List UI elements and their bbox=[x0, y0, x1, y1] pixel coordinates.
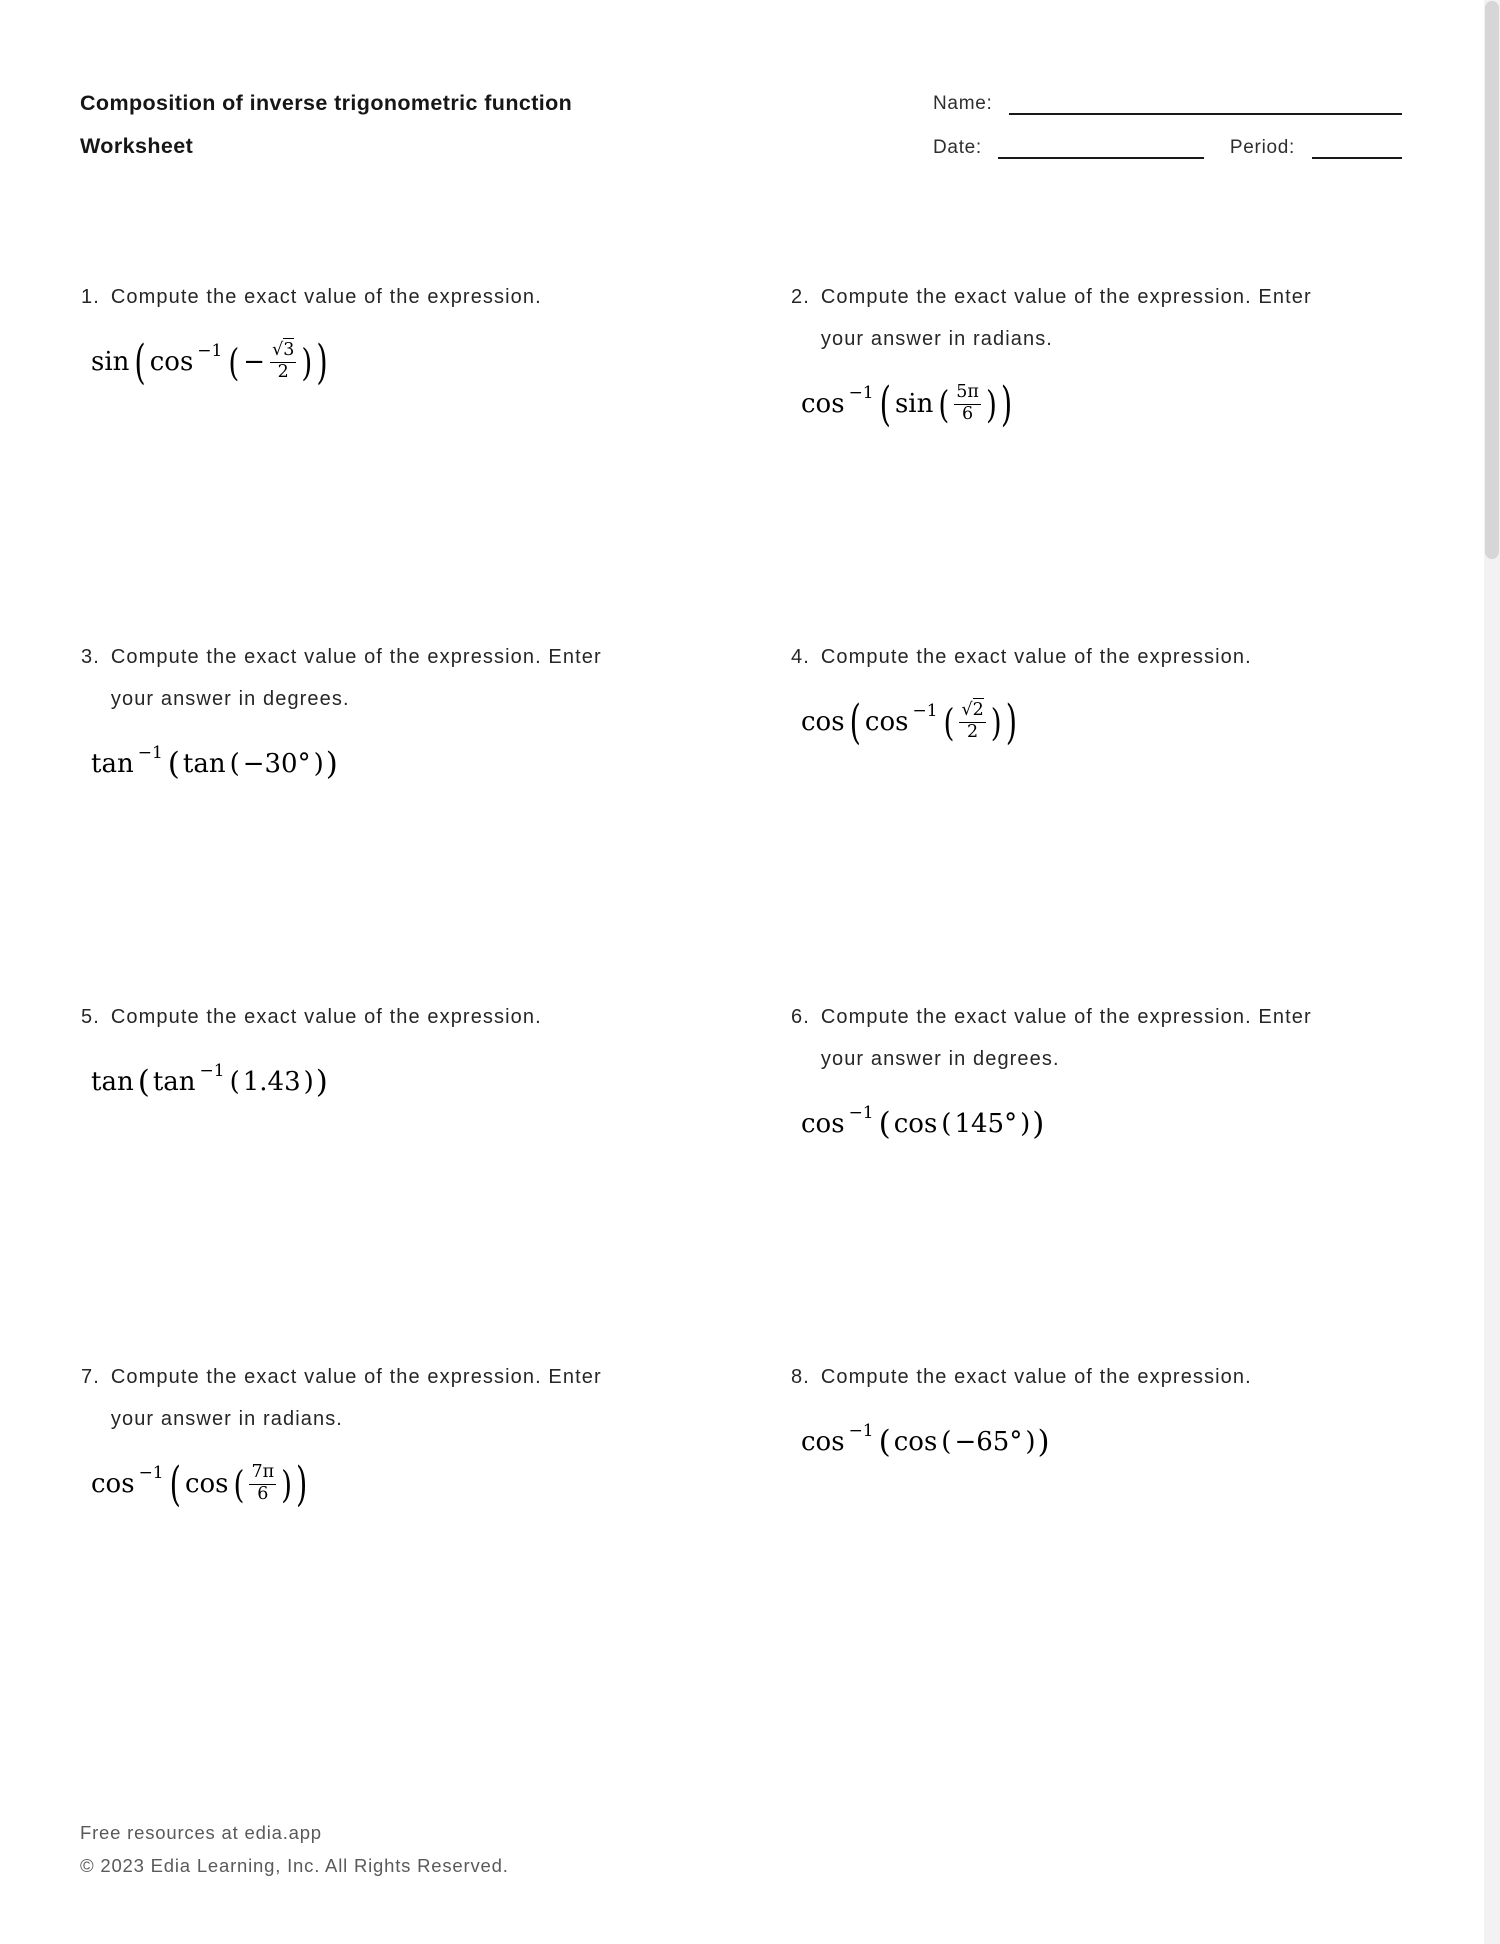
math-paren: ) bbox=[1032, 1106, 1045, 1142]
problem bbox=[66, 1356, 776, 1716]
math-paren: ( bbox=[938, 381, 950, 427]
math-function: cos bbox=[864, 707, 909, 737]
problem-statement-line: Compute the exact value of the expression. Enter bbox=[820, 1006, 1312, 1028]
math-fraction-denominator: 2 bbox=[959, 722, 985, 743]
name-row bbox=[933, 92, 1402, 115]
problem-number: 3. bbox=[81, 646, 100, 668]
problem-number: 1. bbox=[81, 286, 100, 308]
math-function: sin bbox=[91, 347, 130, 377]
math-superscript: −1 bbox=[848, 1103, 874, 1123]
problem bbox=[66, 636, 776, 996]
problem-statement-line: your answer in degrees. bbox=[110, 688, 350, 710]
problem-statement bbox=[791, 636, 1450, 678]
math-paren: ( bbox=[137, 1064, 150, 1100]
date-period-row bbox=[933, 136, 1402, 159]
math-paren: ( bbox=[229, 749, 240, 779]
problem-statement-line: Compute the exact value of the expression. bbox=[820, 1366, 1252, 1388]
problem-statement bbox=[81, 636, 776, 720]
math-function: sin bbox=[894, 389, 934, 419]
math-paren: ( bbox=[941, 1109, 952, 1139]
math-paren: ( bbox=[943, 699, 955, 745]
math-fraction bbox=[249, 1463, 276, 1504]
problem-statement bbox=[81, 996, 776, 1038]
math-superscript: −1 bbox=[138, 1463, 164, 1483]
problem-statement bbox=[791, 276, 1450, 360]
math-function: tan bbox=[91, 1067, 134, 1097]
math-paren: ( bbox=[167, 746, 180, 782]
page-title-line1: Composition of inverse trigonometric function bbox=[80, 91, 573, 115]
problem-statement-line: your answer in radians. bbox=[820, 328, 1053, 350]
period-label: Period: bbox=[1229, 137, 1296, 158]
math-expression bbox=[799, 373, 1450, 435]
problem-statement-lines bbox=[821, 276, 1450, 360]
math-fraction bbox=[270, 341, 296, 382]
math-text: − bbox=[243, 347, 266, 377]
math-paren: ) bbox=[315, 1064, 328, 1100]
math-text: −65° bbox=[954, 1427, 1023, 1457]
problem-number: 7. bbox=[81, 1366, 100, 1388]
problem-statement-line: your answer in degrees. bbox=[820, 1048, 1060, 1070]
math-paren: ( bbox=[169, 1456, 181, 1512]
page-title-line2: Worksheet bbox=[80, 134, 194, 158]
math-paren: ) bbox=[1020, 1109, 1031, 1139]
math-paren: ) bbox=[985, 381, 997, 427]
math-expression bbox=[799, 691, 1450, 753]
math-function: tan bbox=[182, 749, 226, 779]
problem-statement-line: your answer in radians. bbox=[110, 1408, 343, 1430]
name-label: Name: bbox=[933, 93, 993, 114]
math-fraction-numerator: 7π bbox=[251, 1462, 275, 1483]
problem-number: 2. bbox=[791, 286, 810, 308]
math-fraction-numerator bbox=[270, 341, 296, 362]
math-fraction-denominator: 6 bbox=[249, 1484, 276, 1505]
problem bbox=[66, 996, 776, 1356]
problem-statement-lines bbox=[821, 996, 1450, 1080]
problem-statement-lines bbox=[111, 1356, 776, 1440]
math-superscript: −1 bbox=[199, 1061, 225, 1081]
math-paren: ) bbox=[316, 334, 328, 390]
math-text: −30° bbox=[242, 749, 311, 779]
date-blank-line bbox=[998, 143, 1204, 159]
problem-statement-lines bbox=[111, 636, 776, 720]
footer-resources-text: Free resources at edia.app bbox=[80, 1822, 322, 1843]
problem-number: 8. bbox=[791, 1366, 810, 1388]
math-paren: ( bbox=[941, 1427, 952, 1457]
problem bbox=[776, 996, 1450, 1356]
problem-statement-line: Compute the exact value of the expression. bbox=[110, 1006, 542, 1028]
math-paren: ( bbox=[134, 334, 146, 390]
problem-number: 4. bbox=[791, 646, 810, 668]
math-paren: ) bbox=[301, 339, 313, 385]
date-label: Date: bbox=[933, 137, 982, 158]
math-function: cos bbox=[801, 389, 845, 419]
math-expression bbox=[89, 331, 776, 393]
problem-statement-line: Compute the exact value of the expression. Enter bbox=[820, 286, 1312, 308]
problem-statement bbox=[81, 1356, 776, 1440]
math-paren: ) bbox=[990, 699, 1002, 745]
math-paren: ( bbox=[229, 1067, 240, 1097]
math-paren: ) bbox=[303, 1067, 314, 1097]
math-fraction-denominator: 2 bbox=[270, 362, 296, 383]
math-text: 145° bbox=[954, 1109, 1018, 1139]
math-paren: ) bbox=[1037, 1424, 1050, 1460]
radical-icon: √ bbox=[961, 700, 973, 721]
math-function: cos bbox=[801, 707, 845, 737]
math-paren: ) bbox=[325, 746, 338, 782]
math-paren: ( bbox=[849, 694, 861, 750]
math-paren: ( bbox=[878, 1106, 891, 1142]
math-fraction-denominator: 6 bbox=[954, 404, 981, 425]
math-function: cos bbox=[893, 1109, 938, 1139]
math-paren: ) bbox=[1000, 376, 1013, 432]
math-function: cos bbox=[801, 1109, 845, 1139]
math-function: cos bbox=[184, 1469, 229, 1499]
problem-statement-lines bbox=[821, 1356, 1450, 1398]
scrollbar-track[interactable] bbox=[1484, 0, 1500, 1944]
problem-statement bbox=[791, 996, 1450, 1080]
math-function: cos bbox=[149, 347, 194, 377]
math-expression bbox=[799, 1411, 1450, 1473]
problem-statement-line: Compute the exact value of the expression. Enter bbox=[110, 1366, 602, 1388]
math-paren: ) bbox=[281, 1461, 293, 1507]
page-footer bbox=[80, 1816, 509, 1882]
problem-statement bbox=[81, 276, 776, 318]
problem-statement-lines bbox=[821, 636, 1450, 678]
problem bbox=[66, 276, 776, 636]
problem-statement-line: Compute the exact value of the expression. bbox=[820, 646, 1252, 668]
problem-statement-lines bbox=[111, 276, 776, 318]
math-function: cos bbox=[91, 1469, 135, 1499]
math-expression bbox=[799, 1093, 1450, 1155]
problem bbox=[776, 636, 1450, 996]
math-text: 1.43 bbox=[242, 1067, 301, 1097]
problem-statement-line: Compute the exact value of the expression. Enter bbox=[110, 646, 602, 668]
problem bbox=[776, 1356, 1450, 1716]
math-superscript: −1 bbox=[848, 383, 874, 403]
radical-icon: √ bbox=[272, 340, 284, 361]
problem bbox=[776, 276, 1450, 636]
problem-number: 5. bbox=[81, 1006, 100, 1028]
math-superscript: −1 bbox=[137, 743, 163, 763]
math-paren: ( bbox=[233, 1461, 245, 1507]
footer-copyright-text: © 2023 Edia Learning, Inc. All Rights Reserved. bbox=[80, 1855, 509, 1876]
math-paren: ) bbox=[313, 749, 324, 779]
math-paren: ( bbox=[228, 339, 240, 385]
math-paren: ( bbox=[878, 1424, 891, 1460]
problem-statement-line: Compute the exact value of the expression. bbox=[110, 286, 542, 308]
math-fraction bbox=[959, 701, 985, 742]
math-expression bbox=[89, 733, 776, 795]
math-superscript: −1 bbox=[912, 701, 938, 721]
radicand: 2 bbox=[972, 700, 984, 721]
name-blank-line bbox=[1009, 99, 1402, 115]
math-superscript: −1 bbox=[197, 341, 223, 361]
math-function: cos bbox=[801, 1427, 845, 1457]
math-fraction-numerator bbox=[959, 701, 985, 722]
math-expression bbox=[89, 1051, 776, 1113]
radicand: 3 bbox=[283, 340, 295, 361]
math-expression bbox=[89, 1453, 776, 1515]
problem-statement bbox=[791, 1356, 1450, 1398]
student-fields bbox=[933, 92, 1402, 159]
page-title bbox=[80, 82, 572, 168]
math-function: tan bbox=[91, 749, 134, 779]
math-fraction bbox=[954, 383, 981, 424]
math-paren: ) bbox=[1025, 1427, 1036, 1457]
math-function: cos bbox=[893, 1427, 938, 1457]
math-fraction-numerator: 5π bbox=[956, 382, 979, 403]
problems-grid bbox=[66, 276, 1450, 1716]
period-blank-line bbox=[1312, 143, 1402, 159]
math-superscript: −1 bbox=[848, 1421, 874, 1441]
math-paren: ) bbox=[296, 1456, 308, 1512]
math-function: tan bbox=[152, 1067, 196, 1097]
math-paren: ) bbox=[1005, 694, 1018, 750]
problem-statement-lines bbox=[111, 996, 776, 1038]
scrollbar-thumb[interactable] bbox=[1485, 1, 1499, 559]
problem-number: 6. bbox=[791, 1006, 810, 1028]
math-paren: ( bbox=[879, 376, 891, 432]
